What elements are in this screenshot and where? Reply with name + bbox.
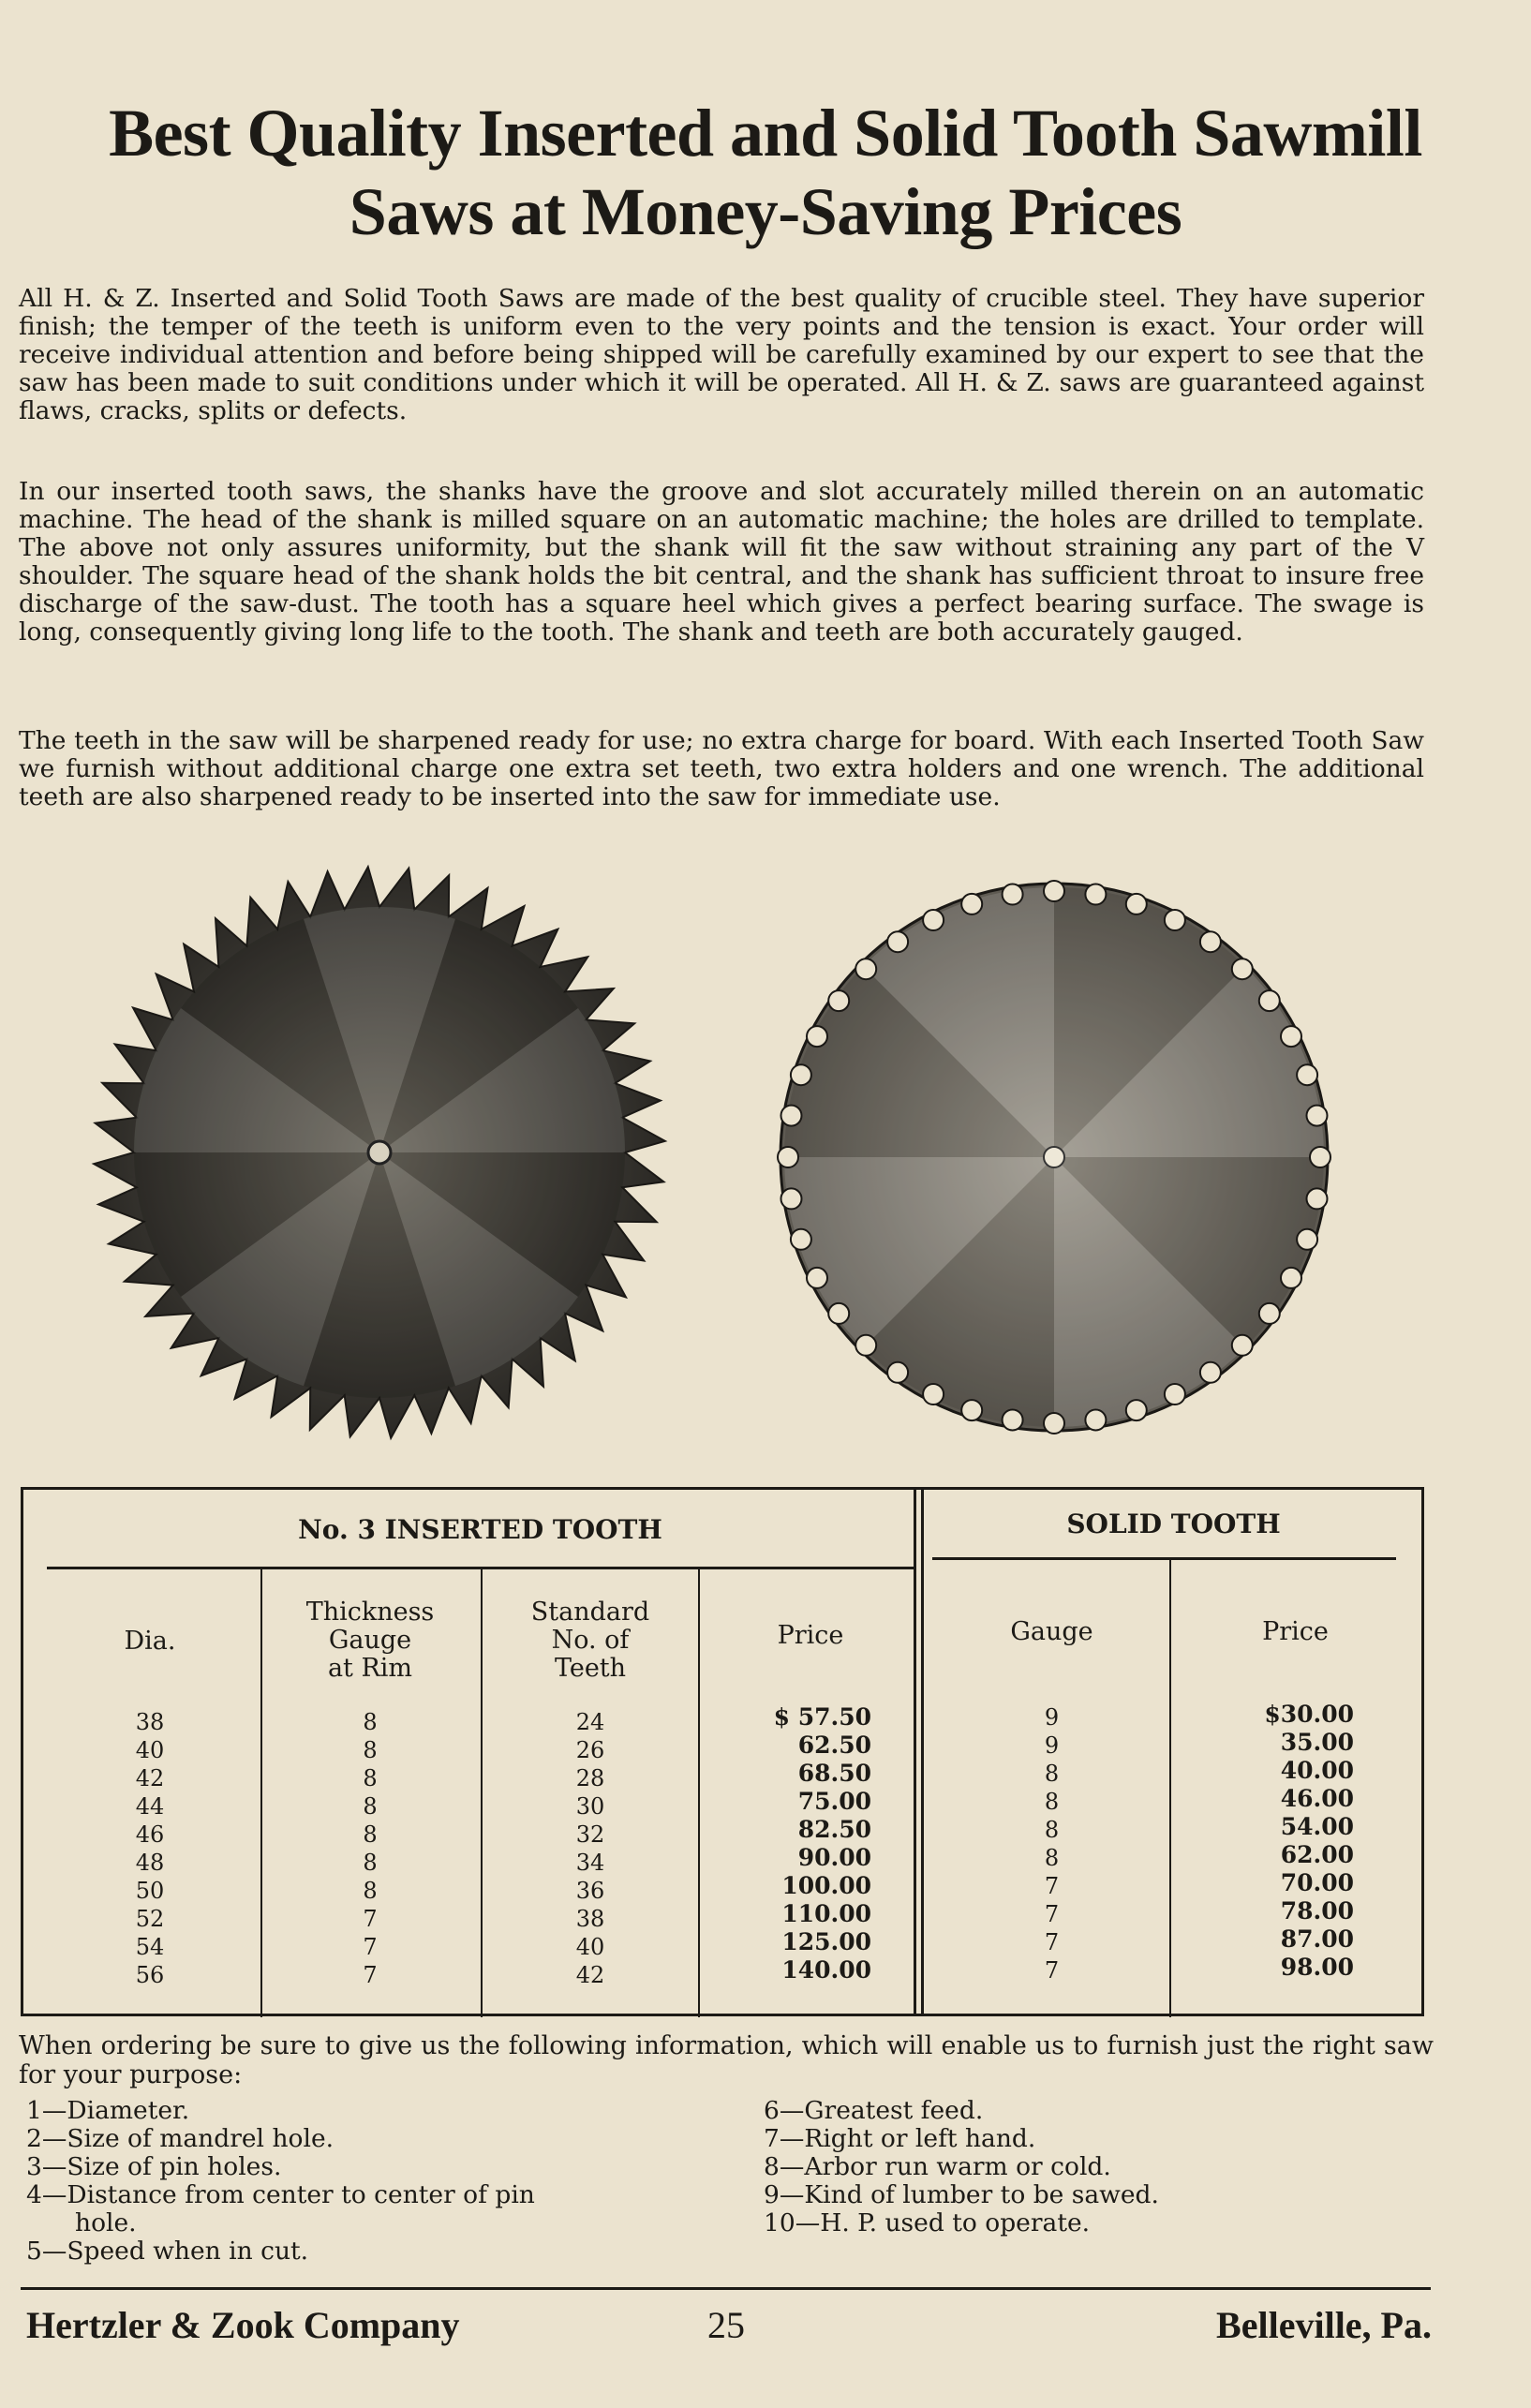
solid-price-column [1227,1701,1354,1982]
solid-gauge-cell: 8 [1044,1845,1060,1871]
thickness-cell: 7 [363,1962,378,1988]
thickness-cell: 8 [363,1765,378,1791]
footer-company: Hertzler & Zook Company [26,2304,460,2346]
price-cell: 100.00 [781,1872,871,1899]
ordering-item: 10—H. P. used to operate. [764,2208,1091,2237]
thickness-cell: 7 [363,1934,378,1960]
tooth-notch [1200,1362,1221,1383]
tooth-notch [1232,1335,1253,1356]
price-cell: 82.50 [797,1816,871,1843]
paragraph-quality: All H. & Z. Inserted and Solid Tooth Saws are made of the best quality of crucible steel. They have superior finish; the temper of the teeth is uniform even to the very points and the tension is exact. Your order will receive individual attention and before being shipped will be carefully examined by our expert to see that the saw has been made to suit conditions under which it will be operated. All H. & Z. saws are guaranteed against flaws, cracks, splits or defects. [19,284,1424,425]
ordering-item: 5—Speed when in cut. [26,2237,309,2266]
table-bottom-rule [21,2014,1424,2016]
tooth-notch [791,1064,811,1085]
gauge-header: Gauge [1010,1617,1093,1646]
teeth-column [487,1708,693,1989]
teeth-cell: 34 [575,1850,605,1876]
ordering-item: 7—Right or left hand. [764,2124,1036,2153]
tooth-notch [1259,1303,1280,1324]
ordering-item: 4—Distance from center to center of pin [26,2180,535,2209]
arbor-hole-icon [368,1141,391,1164]
tooth-notch [1281,1268,1301,1288]
thickness-cell: 7 [363,1906,378,1932]
solid-price-cell: 98.00 [1280,1954,1354,1981]
dia-cell: 42 [135,1765,165,1791]
tooth-notch [855,959,876,979]
tooth-notch [961,894,982,914]
table-right-rule [1421,1487,1424,2016]
solid-price-cell: $30.00 [1264,1701,1354,1728]
tooth-notch [1165,1384,1185,1405]
price-cell: 75.00 [797,1788,871,1815]
thickness-header-line: Thickness [305,1598,435,1627]
teeth-cell: 24 [575,1709,605,1735]
dia-header: Dia. [124,1627,176,1656]
paragraph-inserted-tooth: In our inserted tooth saws, the shanks have the groove and slot accurately milled therein on an automatic machine. The head of the shank is milled square on an automatic machine; the holes are drilled to template. The above not only assures uniformity, but the shank will fit the saw without straining any part of the V shoulder. The square head of the shank holds the bit central, and the shank has sufficient throat to insure free discharge of the saw-dust. The tooth has a square heel which gives a perfect bearing surface. The swage is long, consequently giving long life to the tooth. The shank and teeth are both accurately gauged. [19,477,1424,647]
solid-price-cell: 62.00 [1280,1841,1354,1868]
solid-heading-rule [932,1557,1396,1560]
arbor-hole-icon [1044,1147,1064,1167]
tooth-notch [807,1026,827,1047]
solid-price-header: Price [1262,1617,1329,1646]
footer-location: Belleville, Pa. [1216,2304,1432,2346]
solid-price-cell: 46.00 [1280,1785,1354,1812]
table-top-rule [21,1487,1424,1490]
solid-gauge-cell: 7 [1044,1873,1060,1899]
tooth-notch [1232,959,1253,979]
solid-gauge-cell: 7 [1044,1957,1060,1984]
price-cell: 62.50 [797,1732,871,1759]
solid-gauge-column [937,1703,1167,1984]
dia-cell: 52 [135,1906,165,1932]
price-cell: $ 57.50 [773,1703,871,1731]
solid-price-cell: 40.00 [1280,1757,1354,1784]
price-cell: 125.00 [781,1928,871,1955]
price-cell: 140.00 [781,1956,871,1984]
ordering-item: 6—Greatest feed. [764,2096,984,2125]
tooth-notch [1259,990,1280,1011]
tooth-notch [1165,910,1185,930]
tooth-notch [828,1303,849,1324]
solid-gauge-cell: 8 [1044,1761,1060,1787]
page-title [0,94,1531,251]
tooth-notch [791,1229,811,1250]
teeth-cell: 28 [575,1765,605,1791]
solid-price-cell: 35.00 [1280,1729,1354,1756]
price-header: Price [777,1621,844,1650]
dia-cell: 46 [135,1821,165,1848]
tooth-notch [1307,1188,1328,1209]
inserted-tooth-heading: No. 3 INSERTED TOOTH [298,1514,662,1545]
footer-rule [21,2287,1431,2290]
tooth-notch [1085,884,1106,905]
thickness-column [267,1708,473,1989]
thickness-cell: 8 [363,1709,378,1735]
price-cell: 68.50 [797,1760,871,1787]
solid-gauge-cell: 8 [1044,1789,1060,1815]
tooth-notch [923,910,944,930]
price-cell: 110.00 [781,1900,871,1927]
ordering-item: 9—Kind of lumber to be sawed. [764,2180,1159,2209]
thickness-cell: 8 [363,1878,378,1904]
teeth-cell: 32 [575,1821,605,1848]
page-number: 25 [707,2304,745,2346]
tooth-notch [1044,1413,1064,1434]
paragraph-sharpening: The teeth in the saw will be sharpened ready for use; no extra charge for board. With each Inserted Tooth Saw we furnish without additional charge one extra set teeth, two extra holders and one wrench. The additional teeth are also sharpened ready to be inserted into the saw for immediate use. [19,726,1424,811]
tooth-notch [1044,881,1064,901]
teeth-cell: 26 [575,1737,605,1763]
solid-gauge-cell: 7 [1044,1929,1060,1955]
tooth-notch [781,1106,802,1126]
solid-tooth-heading: SOLID TOOTH [1066,1509,1281,1539]
teeth-cell: 40 [575,1934,605,1960]
column-rule [481,1569,483,2017]
teeth-cell: 30 [575,1793,605,1820]
tooth-notch [1003,884,1023,905]
tooth-notch [778,1147,798,1167]
tooth-notch [1281,1026,1301,1047]
tooth-notch [961,1400,982,1420]
price-cell: 90.00 [797,1844,871,1871]
dia-cell: 48 [135,1850,165,1876]
column-rule [1169,1560,1171,2017]
ordering-item: 2—Size of mandrel hole. [26,2124,334,2153]
solid-price-cell: 54.00 [1280,1813,1354,1840]
solid-gauge-cell: 9 [1044,1732,1060,1759]
teeth-header-line: Teeth [554,1654,627,1683]
tooth-notch [1297,1064,1317,1085]
column-rule [260,1569,262,2017]
solid-tooth-saw-illustration [89,862,670,1443]
tooth-notch [1085,1410,1106,1431]
table-divider-rule [921,1487,924,2016]
ordering-item: 3—Size of pin holes. [26,2152,282,2181]
solid-price-cell: 87.00 [1280,1925,1354,1953]
tooth-notch [1310,1147,1330,1167]
dia-cell: 54 [135,1934,165,1960]
tooth-notch [781,1188,802,1209]
teeth-header-line: No. of [551,1626,630,1655]
price-column [731,1703,871,1984]
dia-cell: 56 [135,1962,165,1988]
thickness-header-line: Gauge [328,1626,412,1655]
title-line-1: Best Quality Inserted and Solid Tooth Sawmill [109,96,1422,171]
dia-column [56,1708,244,1989]
thickness-header-line: at Rim [327,1654,413,1683]
inserted-tooth-saw-illustration [773,876,1335,1438]
ordering-item: hole. [75,2208,137,2237]
thickness-header [267,1598,473,1683]
dia-cell: 44 [135,1793,165,1820]
tooth-notch [1126,1400,1147,1420]
tooth-notch [855,1335,876,1356]
column-rule [698,1569,700,2017]
tooth-notch [1297,1229,1317,1250]
table-left-rule [21,1487,23,2016]
dia-cell: 50 [135,1878,165,1904]
title-line-2: Saws at Money-Saving Prices [349,174,1182,249]
tooth-notch [923,1384,944,1405]
solid-gauge-cell: 8 [1044,1817,1060,1843]
dia-cell: 40 [135,1737,165,1763]
ordering-intro: When ordering be sure to give us the following information, which will enable us to furnish just the right saw for your purpose: [19,2031,1434,2089]
tooth-notch [828,990,849,1011]
thickness-cell: 8 [363,1793,378,1820]
dia-cell: 38 [135,1709,165,1735]
thickness-cell: 8 [363,1737,378,1763]
tooth-notch [887,931,908,952]
teeth-header [487,1598,693,1683]
ordering-item: 8—Arbor run warm or cold. [764,2152,1111,2181]
ordering-item: 1—Diameter. [26,2096,190,2125]
tooth-notch [1003,1410,1023,1431]
tooth-notch [1307,1106,1328,1126]
tooth-notch [1126,894,1147,914]
thickness-cell: 8 [363,1821,378,1848]
table-divider-rule [914,1487,916,2016]
teeth-cell: 38 [575,1906,605,1932]
ordering-list-right [764,2097,1438,2237]
teeth-cell: 36 [575,1878,605,1904]
thickness-cell: 8 [363,1850,378,1876]
solid-gauge-cell: 7 [1044,1901,1060,1927]
solid-gauge-cell: 9 [1044,1704,1060,1731]
solid-price-cell: 78.00 [1280,1897,1354,1925]
ordering-list-left [26,2097,701,2266]
tooth-notch [807,1268,827,1288]
tooth-notch [887,1362,908,1383]
teeth-header-line: Standard [530,1598,650,1627]
teeth-cell: 42 [575,1962,605,1988]
tooth-notch [1200,931,1221,952]
solid-price-cell: 70.00 [1280,1869,1354,1896]
